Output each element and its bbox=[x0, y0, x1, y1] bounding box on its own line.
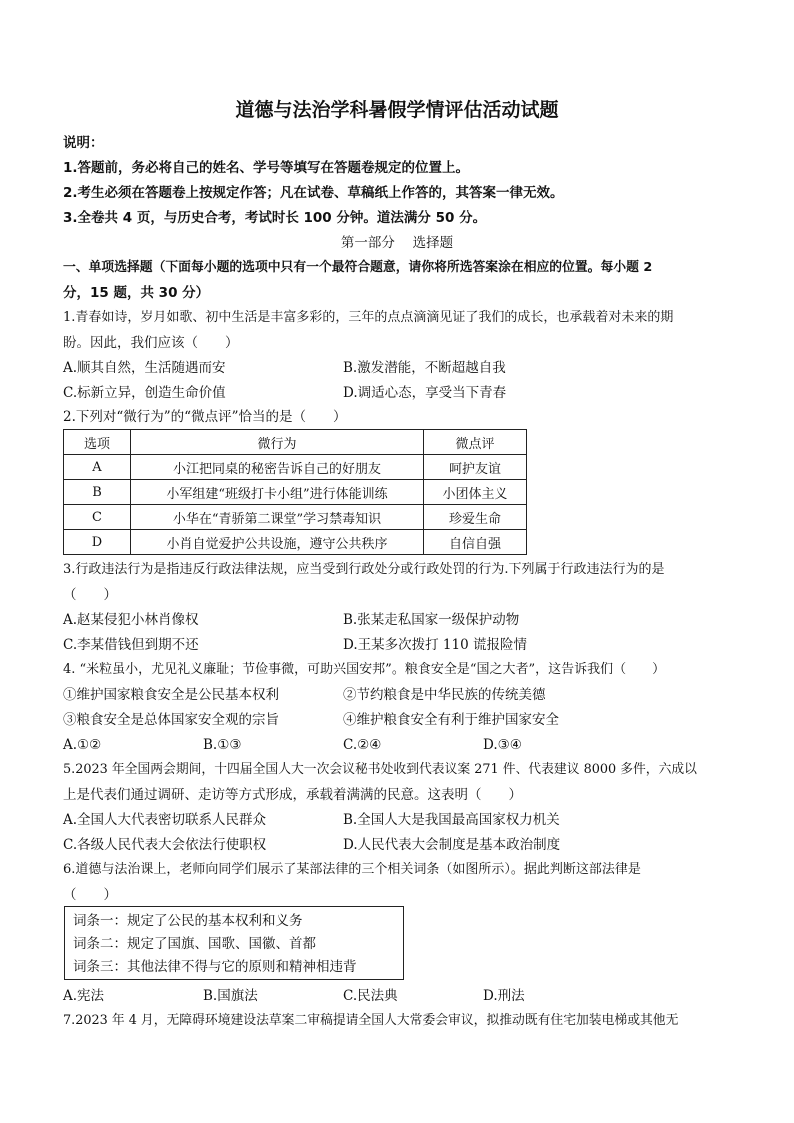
note-1: 1.答题前，务必将自己的姓名、学号等填写在答题卷规定的位置上。 bbox=[63, 160, 470, 176]
table-row bbox=[64, 480, 527, 505]
q6-entry-3: 词条三：其他法律不得与它的原则和精神相违背 bbox=[73, 959, 357, 975]
table-header: 选项 bbox=[64, 430, 131, 455]
q4-item-4: ④维护粮食安全有利于维护国家安全 bbox=[343, 712, 559, 728]
table-cell: 自信自强 bbox=[424, 530, 527, 555]
q1-stem-cont: 盼。因此，我们应该（ ） bbox=[63, 335, 239, 351]
q6-option-d: D.刑法 bbox=[483, 988, 525, 1004]
q1-option-a: A.顺其自然，生活随遇而安 bbox=[63, 360, 226, 376]
q6-stem-cont: （ ） bbox=[63, 887, 117, 903]
note-2: 2.考生必须在答题卷上按规定作答；凡在试卷、草稿纸上作答的，其答案一律无效。 bbox=[63, 185, 564, 201]
q5-option-a: A.全国人大代表密切联系人民群众 bbox=[63, 812, 267, 828]
q3-option-d: D.王某多次拨打 110 谎报险情 bbox=[343, 637, 527, 653]
table-cell: 小军组建“班级打卡小组”进行体能训练 bbox=[131, 480, 424, 505]
q6-entry-box bbox=[64, 906, 404, 980]
q7-stem: 7.2023 年 4 月，无障碍环境建设法草案二审稿提请全国人大常委会审议，拟推动既有住宅加装电梯或其他无 bbox=[63, 1013, 679, 1028]
table-header: 微点评 bbox=[424, 430, 527, 455]
table-cell: D bbox=[64, 530, 131, 555]
table-cell: 小肖自觉爱护公共设施，遵守公共秩序 bbox=[131, 530, 424, 555]
table-cell: C bbox=[64, 505, 131, 530]
q5-stem-cont: 上是代表们通过调研、走访等方式形成，承载着满满的民意。这表明（ ） bbox=[63, 787, 522, 803]
q2-stem: 2.下列对“微行为”的“微点评”恰当的是（ ） bbox=[63, 409, 347, 425]
q4-option-c: C.②④ bbox=[343, 737, 382, 753]
q6-entry-1: 词条一：规定了公民的基本权利和义务 bbox=[73, 913, 303, 929]
q5-option-d: D.人民代表大会制度是基本政治制度 bbox=[343, 837, 561, 853]
q3-stem: 3.行政违法行为是指违反行政法律法规，应当受到行政处分或行政处罚的行为.下列属于行政违法行为的是 bbox=[63, 562, 665, 577]
table-cell: 小华在“青骄第二课堂”学习禁毒知识 bbox=[131, 505, 424, 530]
table-cell: A bbox=[64, 455, 131, 480]
q1-option-b: B.激发潜能，不断超越自我 bbox=[343, 360, 506, 376]
q4-item-1: ①维护国家粮食安全是公民基本权利 bbox=[63, 687, 279, 703]
q5-option-c: C.各级人民代表大会依法行使职权 bbox=[63, 837, 267, 853]
q6-entry-2: 词条二：规定了国旗、国歌、国徽、首都 bbox=[73, 936, 316, 952]
part1-instruction: 一、单项选择题（下面每小题的选项中只有一个最符合题意，请你将所选答案涂在相应的位置。每小题 2 bbox=[63, 260, 653, 275]
q1-option-d: D.调适心态，享受当下青春 bbox=[343, 385, 507, 401]
q4-option-b: B.①③ bbox=[203, 737, 242, 753]
q1-stem: 1.青春如诗，岁月如歌、初中生活是丰富多彩的，三年的点点滴滴见证了我们的成长，也承载着对未来的期 bbox=[63, 310, 674, 325]
table-row bbox=[64, 505, 527, 530]
q6-option-b: B.国旗法 bbox=[203, 988, 258, 1004]
q2-table bbox=[63, 429, 527, 555]
q4-option-a: A.①② bbox=[63, 737, 102, 753]
q3-option-b: B.张某走私国家一级保护动物 bbox=[343, 612, 520, 628]
table-cell: 小江把同桌的秘密告诉自己的好朋友 bbox=[131, 455, 424, 480]
table-row bbox=[64, 455, 527, 480]
note-3: 3.全卷共 4 页，与历史合考，考试时长 100 分钟。道法满分 50 分。 bbox=[63, 210, 487, 226]
table-cell: 珍爱生命 bbox=[424, 505, 527, 530]
q4-option-d: D.③④ bbox=[483, 737, 522, 753]
q3-option-a: A.赵某侵犯小林肖像权 bbox=[63, 612, 199, 628]
part1-heading: 第一部分 选择题 bbox=[340, 235, 454, 251]
q4-item-2: ②节约粮食是中华民族的传统美德 bbox=[343, 687, 546, 703]
table-cell: B bbox=[64, 480, 131, 505]
q3-option-c: C.李某借钱但到期不还 bbox=[63, 637, 199, 653]
notes-label: 说明： bbox=[63, 135, 104, 151]
table-header: 微行为 bbox=[131, 430, 424, 455]
q5-stem: 5.2023 年全国两会期间，十四届全国人大一次会议秘书处收到代表议案 271 件、代表建议 8000 多件，六成以 bbox=[63, 762, 697, 777]
page-title: 道德与法治学科暑假学情评估活动试题 bbox=[235, 99, 559, 121]
part1-instruction-cont: 分，15 题，共 30 分） bbox=[63, 285, 210, 301]
q6-option-c: C.民法典 bbox=[343, 988, 398, 1004]
table-row bbox=[64, 530, 527, 555]
q4-item-3: ③粮食安全是总体国家安全观的宗旨 bbox=[63, 712, 279, 728]
q3-stem-cont: （ ） bbox=[63, 587, 117, 603]
table-header-row bbox=[64, 430, 527, 455]
q1-option-c: C.标新立异，创造生命价值 bbox=[63, 385, 226, 401]
table-cell: 小团体主义 bbox=[424, 480, 527, 505]
q6-option-a: A.宪法 bbox=[63, 988, 105, 1004]
q4-stem: 4. “米粒虽小，尤见礼义廉耻；节俭事微，可助兴国安邦”。粮食安全是“国之大者”，这告诉我们（ ） bbox=[63, 662, 666, 677]
q6-stem: 6.道德与法治课上，老师向同学们展示了某部法律的三个相关词条（如图所示）。据此判断这部法律是 bbox=[63, 862, 641, 877]
q5-option-b: B.全国人大是我国最高国家权力机关 bbox=[343, 812, 560, 828]
table-cell: 呵护友谊 bbox=[424, 455, 527, 480]
